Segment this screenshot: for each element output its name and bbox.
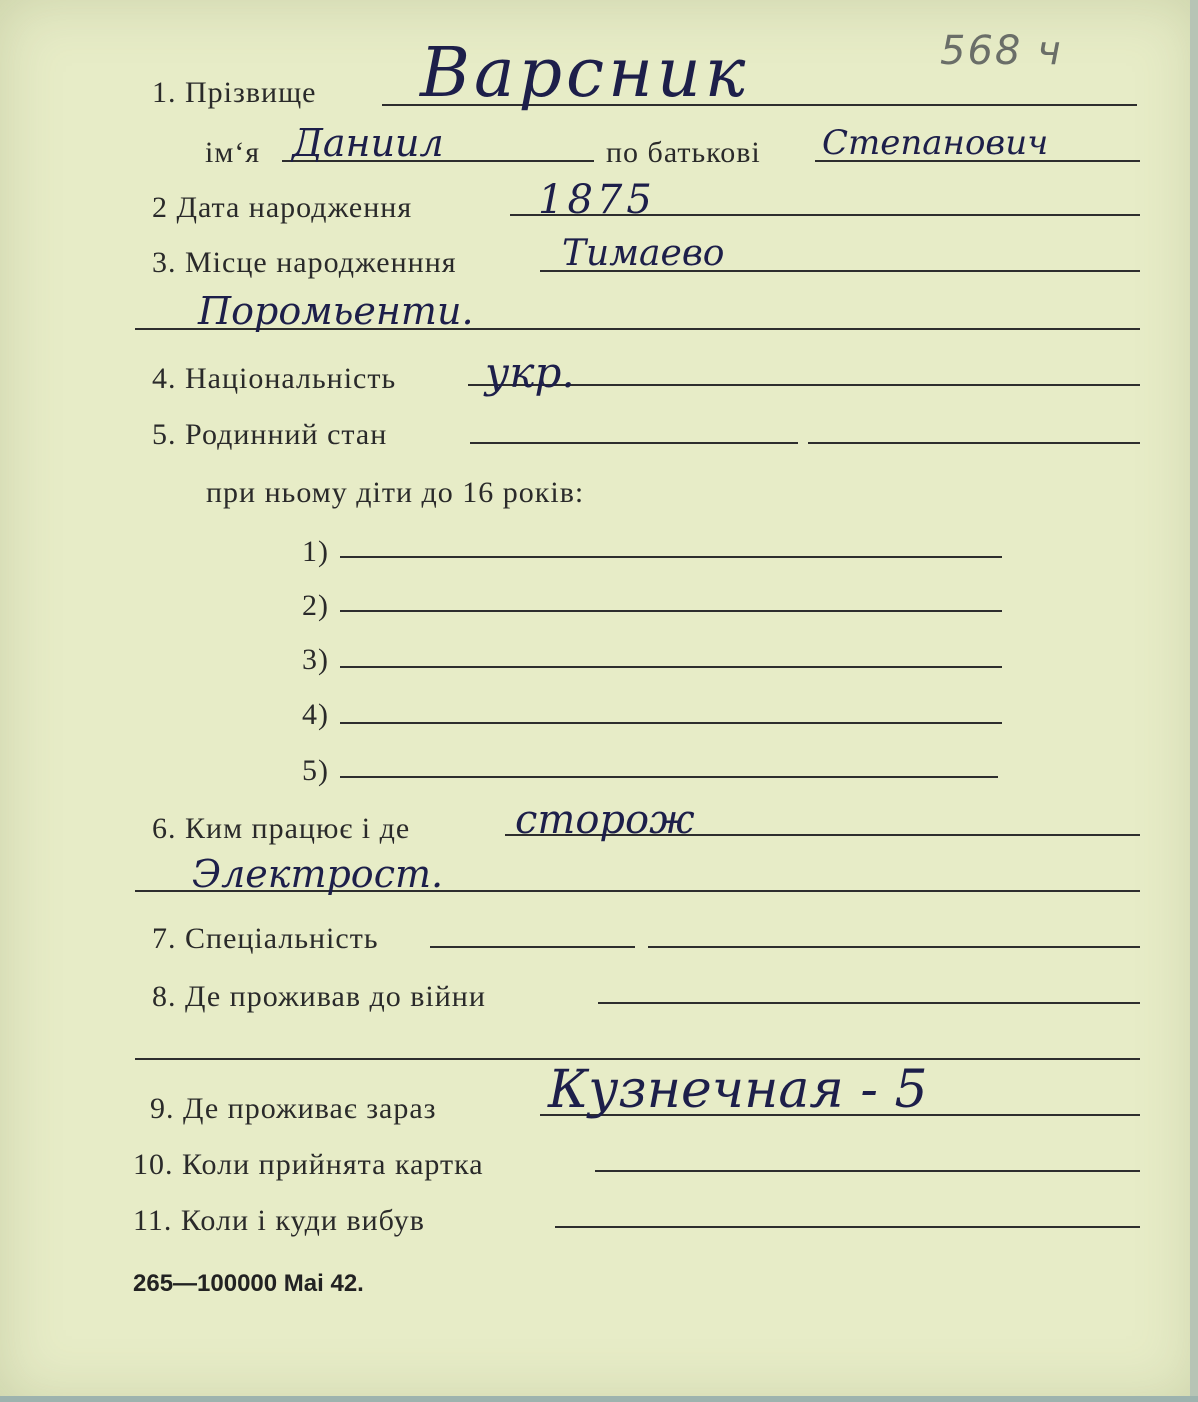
child-5-line (340, 776, 998, 778)
card-date-label: 10. Коли прийнята картка (133, 1148, 484, 1181)
card-edge-right (1190, 0, 1198, 1402)
nationality-entry: укр. (485, 348, 575, 397)
current-entry: Кузнечная - 5 (548, 1060, 928, 1120)
name-entry: Даниил (292, 121, 444, 165)
child-3-line (340, 666, 1002, 668)
child-3-label: 3) (302, 643, 329, 676)
specialty-line-a (430, 946, 635, 948)
nationality-label: 4. Національність (152, 362, 397, 395)
surname-entry: Варсник (420, 34, 750, 113)
card-edge-bottom (0, 1396, 1198, 1402)
name-label: ім‘я (205, 136, 261, 169)
work-label: 6. Ким працює і де (152, 812, 411, 845)
dob-label: 2 Дата народження (152, 191, 413, 224)
child-1-label: 1) (302, 535, 329, 568)
prewar-line-1 (598, 1002, 1140, 1004)
child-1-line (340, 556, 1002, 558)
child-5-label: 5) (302, 754, 329, 787)
left-line (555, 1226, 1140, 1228)
pob-entry-1: Тимаево (562, 233, 725, 274)
patronymic-entry: Степанович (822, 123, 1049, 163)
current-label: 9. Де проживає зараз (150, 1092, 437, 1125)
prewar-label: 8. Де проживав до війни (152, 980, 486, 1013)
marital-label: 5. Родинний стан (152, 418, 388, 451)
patronymic-label: по батькові (606, 136, 761, 169)
work-entry-1: сторож (515, 797, 695, 843)
specialty-line-b (648, 946, 1140, 948)
pob-label: 3. Місце народженння (152, 246, 457, 279)
child-2-line (340, 610, 1002, 612)
child-2-label: 2) (302, 589, 329, 622)
surname-label: 1. Прізвище (152, 76, 317, 109)
marital-line-a (470, 442, 798, 444)
children-label: при ньому діти до 16 років: (206, 476, 585, 509)
specialty-label: 7. Спеціальність (152, 922, 379, 955)
child-4-label: 4) (302, 698, 329, 731)
print-footer: 265—100000 Mai 42. (133, 1270, 364, 1297)
pob-entry-2: Поромьенти. (198, 289, 474, 333)
archive-number: 568 ч (940, 28, 1063, 74)
marital-line-b (808, 442, 1140, 444)
work-entry-2: Электрост. (192, 852, 444, 896)
card-date-line (595, 1170, 1140, 1172)
child-4-line (340, 722, 1002, 724)
dob-entry: 1875 (538, 177, 656, 223)
left-label: 11. Коли і куди вибув (133, 1204, 425, 1237)
